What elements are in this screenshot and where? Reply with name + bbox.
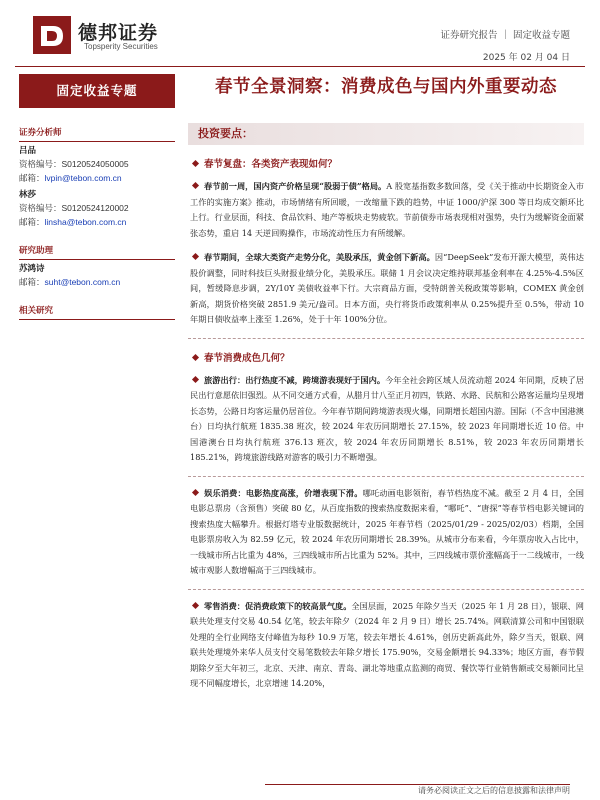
category-badge: 固定收益专题 bbox=[19, 74, 175, 108]
analyst-name: 吕品 bbox=[19, 146, 37, 156]
main-content bbox=[188, 74, 584, 692]
section-divider bbox=[188, 338, 584, 339]
bullet-icon bbox=[192, 488, 199, 495]
bullet-icon bbox=[192, 353, 199, 360]
analyst-cert: 资格编号：S0120524120002 bbox=[19, 203, 129, 214]
report-title: 春节全景洞察：消费成色与国内外重要动态 bbox=[215, 77, 557, 97]
analyst-cert: 资格编号：S0120524050005 bbox=[19, 159, 129, 170]
paragraph: 娱乐消费：电影热度高涨，价增表现下滑。哪吒动画电影领衔，春节档热度不减。截至 2 月 4 日，全国电影总票房（含预售）突破 80 亿，从百度指数的搜索热度数据来看，“哪吒”、“唐探”等春节档电影关键词的搜索热度大幅攀升。根据灯塔专业版数据统计，2025 年春节档（2025/01/29 - 2025/02/03）档期，全国电影票房收入为 82.59 亿元，较 2024 年农历同期增长 28.39%。从城市分布来看，今年票房收入占比中，一线城市所占比重为 48%，三四线城市所占比重为 52%。其中，三四线城市票价涨幅高于一二线城市，一线城市观影人数增幅高于三四线城市。 bbox=[190, 487, 584, 575]
bullet-icon bbox=[192, 375, 199, 382]
bullet-icon bbox=[192, 160, 199, 167]
section-divider bbox=[188, 476, 584, 477]
subsection-heading: 春节消费成色几何？ bbox=[188, 350, 584, 364]
company-logo-cn: 德邦证券 bbox=[78, 22, 159, 44]
analyst-email: 邮箱：linsha@tebon.com.cn bbox=[19, 217, 127, 228]
analyst-email: 邮箱：lvpin@tebon.com.cn bbox=[19, 173, 122, 184]
paragraph: 零售消费：促消费政策下的较高景气度。全国层面，2025 年除夕当天（2025 年 1 月 28 日），银联、网联共处理支付交易 40.54 亿笔，较去年除夕（2024 年 2 月 9 日）增长 25.74%。网联清算公司和中国银联处理的全行业网络支付峰值为每秒 10.9 万笔，较去年增长 4.61%，创历史新高此外，除夕当天，银联、网联共处理境外来华人员支付交易笔数较去年除夕增长 175.90%，交易金额增长 94.33%；地区方面，春节假期除夕至大年初三，北京、天津、南京、青岛、湖北等地重点监测的商贸、餐饮等行业销售额或交易额同比呈现不同幅度增长，北京增速 14.20%， bbox=[190, 600, 584, 688]
bullet-icon bbox=[192, 182, 199, 189]
sidebar bbox=[19, 74, 175, 800]
analyst-name: 林莎 bbox=[19, 190, 37, 200]
bullet-icon bbox=[192, 253, 199, 260]
analyst-email-link[interactable]: linsha@tebon.com.cn bbox=[44, 217, 127, 227]
report-date: 2025 年 02 月 04 日 bbox=[482, 53, 570, 63]
company-logo-mark bbox=[33, 16, 71, 54]
bullet-icon bbox=[192, 601, 199, 608]
paragraph: 春节前一周，国内资产价格呈现“股弱于债”格局。A 股宽基指数多数回落，受《关于推动中长期资金入市工作的实施方案》推动，市场情绪有所回暖，一改缩量下跌的趋势，中证 1000/沪深 300 等日均成交额环比上行。行业层面，科技、食品饮料、地产等板块走势疲软。节前债券市场表现相对强势，央行为缓解资金面紧张态势，重启 14 天逆回购操作，市场流动性压力有所缓解。 bbox=[190, 181, 584, 238]
header-divider bbox=[15, 66, 585, 67]
report-type: 证券研究报告 ｜ 固定收益专题 bbox=[440, 30, 570, 41]
paragraph: 旅游出行：出行热度不减，跨境游表现好于国内。今年全社会跨区域人员流动超 2024 年同期，反映了居民出行意愿依旧强烈。从不同交通方式看，从腊月廿八至正月初四，铁路、水路、民航和公路客运量均呈现增长态势，公路日均客运量仍居首位。今年春节期间跨境游表现火爆，同期增长超国内游。国际（不含中国港澳台）日均执行航班 1835.38 班次，较 2024 年农历同期增长 27.15%，较 2023 年同期增长近 10 倍。中国港澳台日均执行航班 376.13 班次，较 2024 年农历同期增长 8.51%，较 2023 年农历同期增长 185.21%，跨境旅游线路对游客的吸引力不断增强。 bbox=[190, 374, 584, 462]
related-research-heading: 相关研究 bbox=[19, 304, 175, 320]
company-logo-en: Topsperity Securities bbox=[84, 42, 158, 51]
paragraph: 春节期间，全球大类资产走势分化，美股承压，黄金创下新高。因“DeepSeek”发布开源大模型，英伟达股价调整，同时科技巨头财报业绩分化，美股承压。联储 1 月会议决定维持联邦基金利率在 4.25%-4.5%区间，暂缓降息步调，2Y/10Y 美债收益率下行。大宗商品方面，受特朗普关税政策等影响，COMEX 黄金创新高，期货价格突破 2851.9 美元/盎司。日本方面，央行将货币政策利率从 0.25%提升至 0.5%，带动 10 年期日债收益率上涨至 1.26%，处于十年 100%分位。 bbox=[190, 252, 584, 324]
assistant-email-link[interactable]: suht@tebon.com.cn bbox=[44, 277, 121, 287]
analyst-email-link[interactable]: lvpin@tebon.com.cn bbox=[44, 173, 122, 183]
subsection-heading: 春节复盘：各类资产表现如何？ bbox=[188, 156, 584, 170]
assistant-name: 苏鸿诗 bbox=[19, 264, 45, 274]
assistant-heading: 研究助理 bbox=[19, 244, 175, 260]
footer-disclaimer: 请务必阅读正文之后的信息披露和法律声明 bbox=[418, 786, 570, 795]
assistant-email: 邮箱：suht@tebon.com.cn bbox=[19, 277, 121, 288]
section-divider bbox=[188, 589, 584, 590]
analyst-heading: 证券分析师 bbox=[19, 126, 175, 142]
investment-highlights-header: 投资要点： bbox=[188, 123, 584, 145]
